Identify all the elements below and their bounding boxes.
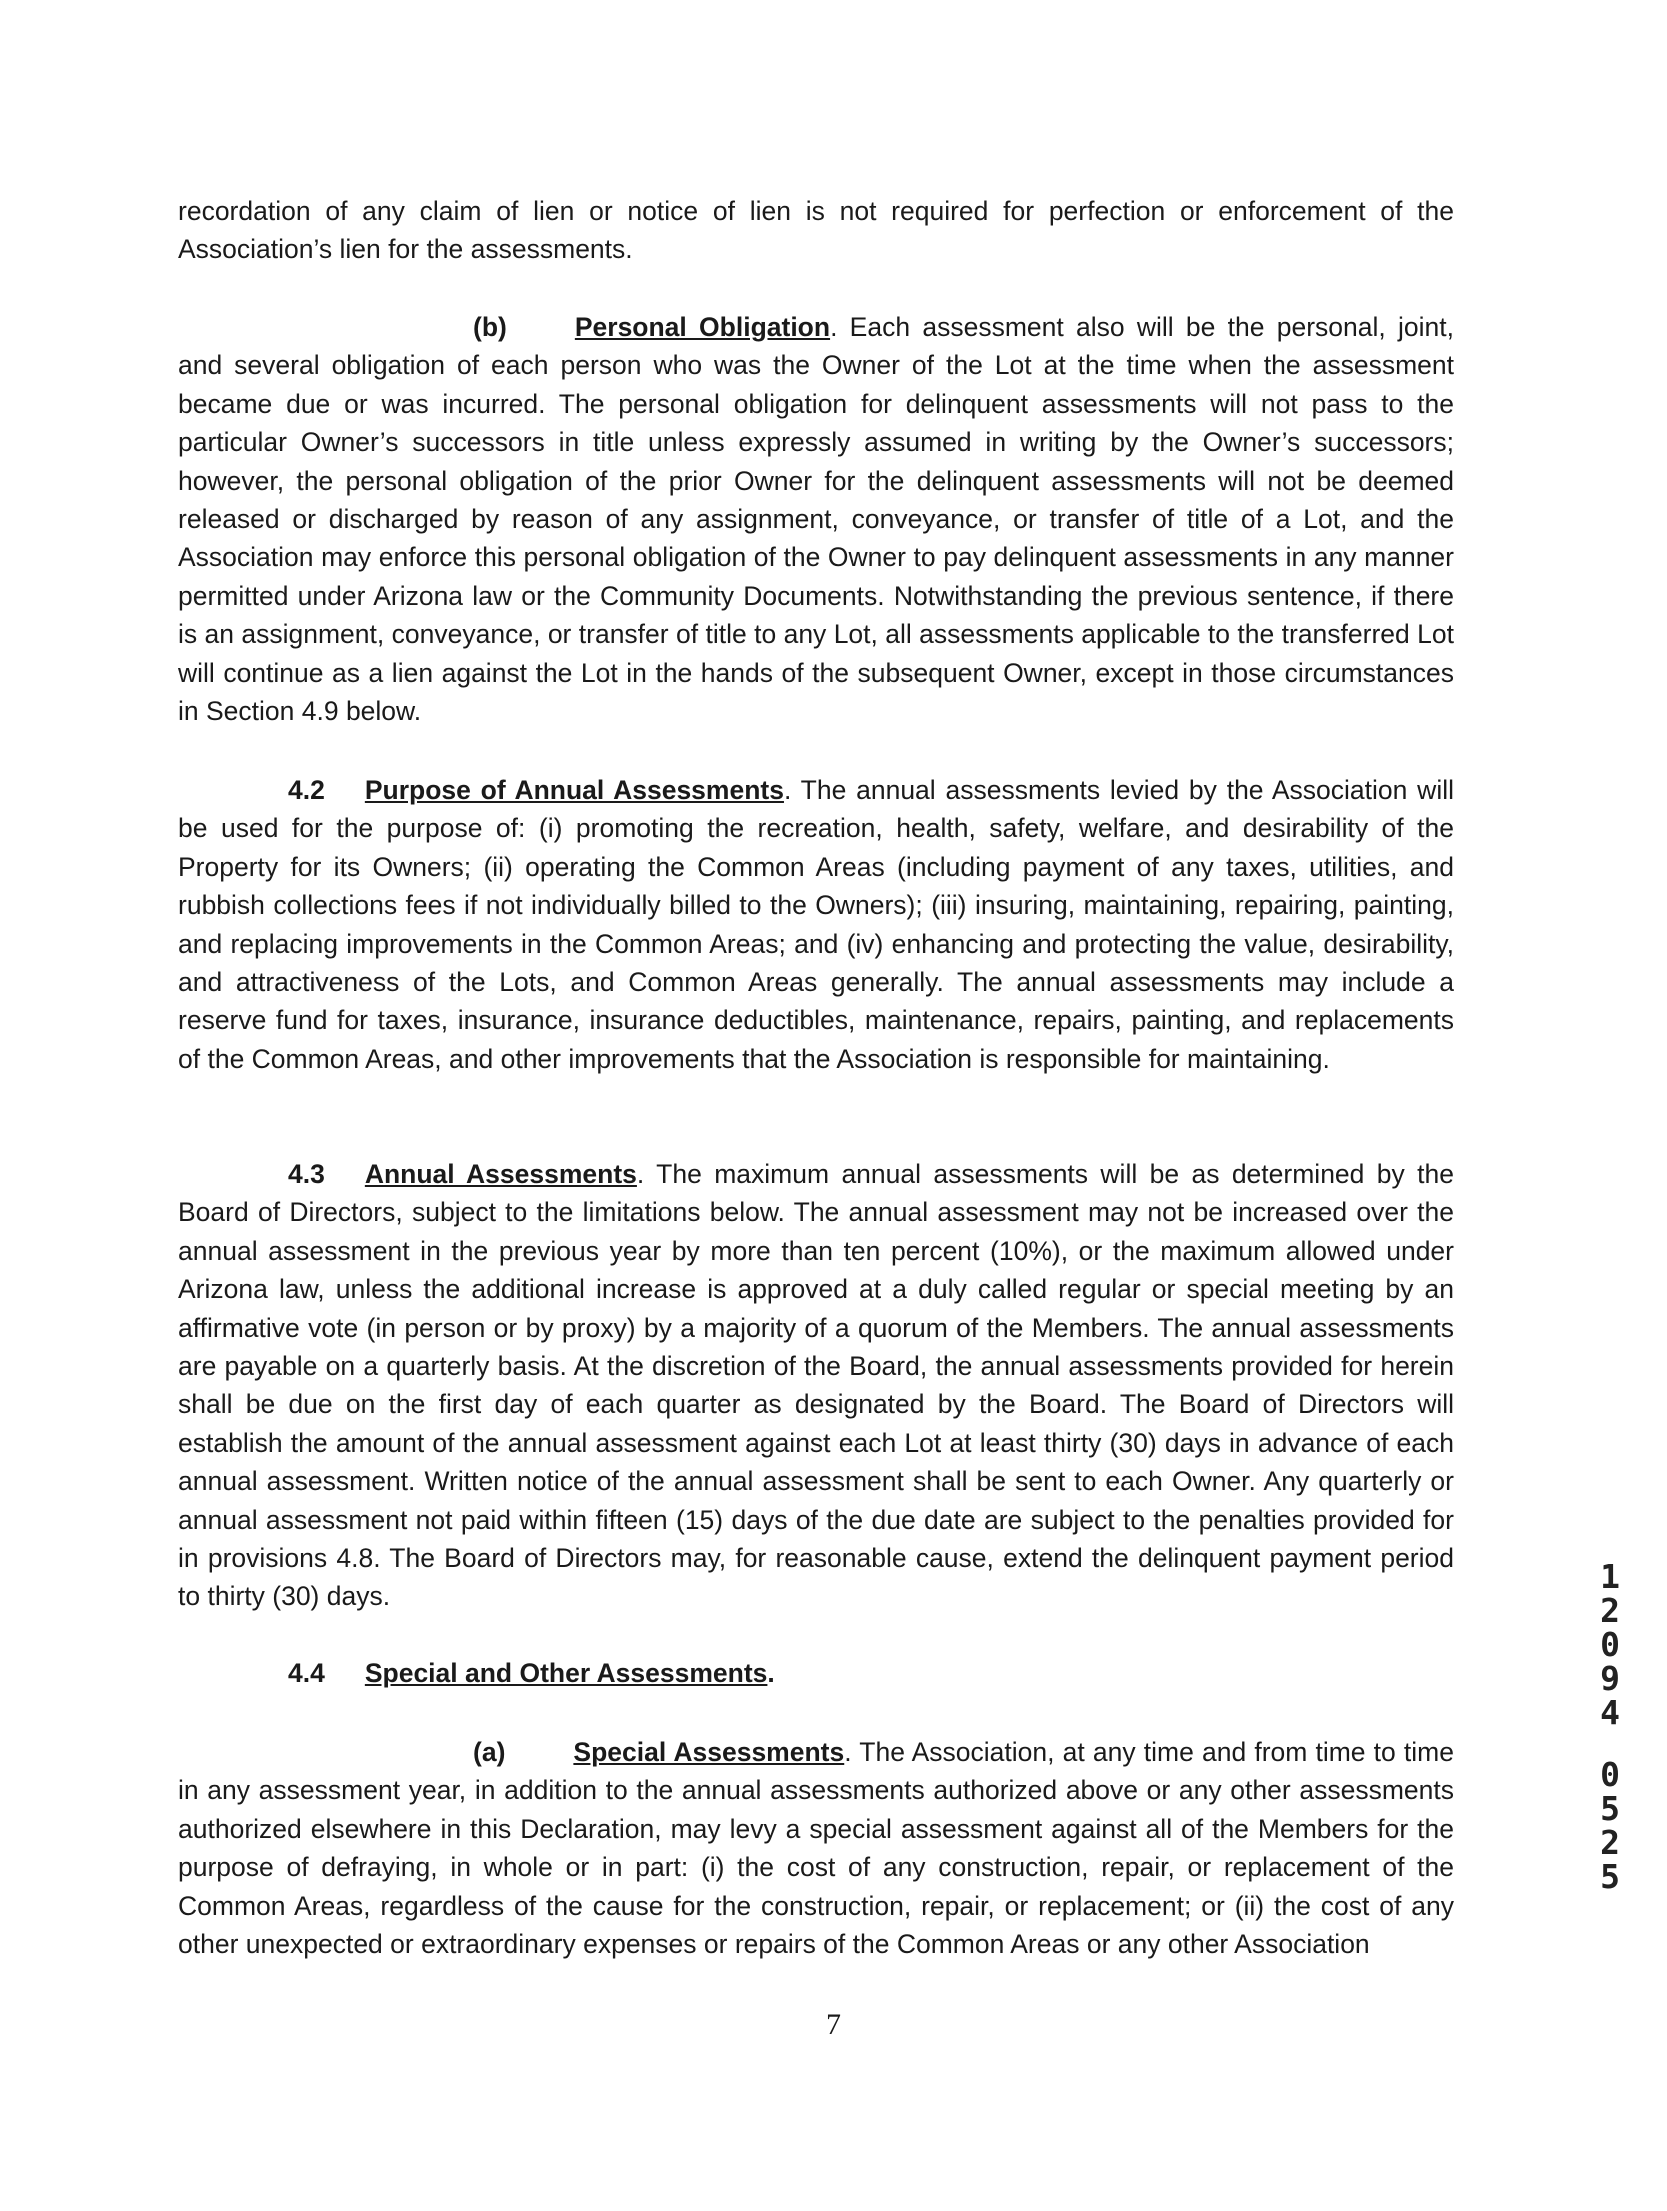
section-4-4-special-other xyxy=(178,1654,1454,1692)
paragraph-text: . The maximum annual assessments will be as determined by the Board of Directors, subject to the limitations below. The annual assessment may not be increased over the annual assessment in the previous year by more than ten percent (10%), or the maximum allowed under Arizona law, unless the additional increase is approved at a duly called regular or special meeting by an affirmative vote (in person or by proxy) by a majority of a quorum of the Members. The annual assessments are payable on a quarterly basis. At the discretion of the Board, the annual assessments provided for herein shall be due on the first day of each quarter as designated by the Board. The Board of Directors will establish the amount of the annual assessment against each Lot at least thirty (30) days in advance of each annual assessment. Written notice of the annual assessment shall be sent to each Owner. Any quarterly or annual assessment not paid within fifteen (15) days of the due date are subject to the penalties provided for in provisions 4.8. The Board of Directors may, for reasonable cause, extend the delinquent payment period to thirty (30) days. xyxy=(178,1159,1454,1612)
stamp-digit: 4 xyxy=(1600,1693,1620,1732)
stamp-digit: 5 xyxy=(1600,1857,1620,1896)
paragraph-text: recordation of any claim of lien or notice of lien is not required for perfection or enforcement of the Association’s lien for the assessments. xyxy=(178,196,1454,265)
stamp-digit: 0 xyxy=(1600,1755,1620,1794)
stamp-digit: 2 xyxy=(1600,1823,1620,1862)
section-number: 4.3 xyxy=(288,1159,325,1189)
section-4-2-purpose xyxy=(178,771,1454,1078)
section-heading: Annual Assessments xyxy=(364,1159,637,1189)
subsection-label: (b) xyxy=(473,312,507,342)
paragraph-text: . Each assessment also will be the personal, joint, and several obligation of each person who was the Owner of the Lot at the time when the assessment became due or was incurred. The personal obligation for delinquent assessments will not pass to the particular Owner’s successors in title unless expressly assumed in writing by the Owner’s successors; however, the personal obligation of the prior Owner for the delinquent assessments will not be deemed released or discharged by reason of any assignment, conveyance, or transfer of title of a Lot, and the Association may enforce this personal obligation of the Owner to pay delinquent assessments in any manner permitted under Arizona law or the Community Documents. Notwithstanding the previous sentence, if there is an assignment, conveyance, or transfer of title to any Lot, all assessments applicable to the transferred Lot will continue as a lien against the Lot in the hands of the subsequent Owner, except in those circumstances in Section 4.9 below. xyxy=(178,312,1454,727)
section-number: 4.2 xyxy=(288,775,325,805)
subsection-label: (a) xyxy=(473,1737,506,1767)
paragraph-personal-obligation xyxy=(178,308,1454,730)
paragraph-lien-continuation xyxy=(178,192,1454,269)
section-heading: Special and Other Assessments xyxy=(364,1658,768,1688)
stamp-digit: 9 xyxy=(1600,1659,1620,1698)
stamp-digit: 2 xyxy=(1600,1591,1620,1630)
subsection-heading: Special Assessments xyxy=(573,1737,845,1767)
section-4-3-annual xyxy=(178,1155,1454,1616)
stamp-digit: 1 xyxy=(1600,1557,1620,1596)
paragraph-text: . The Association, at any time and from time to time in any assessment year, in addition to the annual assessments authorized above or any other assessments authorized elsewhere in this Declaration, may levy a special assessment against all of the Members for the purpose of defraying, in whole or in part: (i) the cost of any construction, repair, or replacement of the Common Areas, regardless of the cause for the construction, repair, or replacement; or (ii) the cost of any other unexpected or extraordinary expenses or repairs of the Common Areas or any other Association xyxy=(178,1737,1454,1960)
section-heading: Purpose of Annual Assessments xyxy=(364,775,784,805)
subsection-heading: Personal Obligation xyxy=(574,312,831,342)
section-number: 4.4 xyxy=(288,1658,325,1688)
page-number: 7 xyxy=(826,2008,841,2041)
stamp-digit: 0 xyxy=(1600,1625,1620,1664)
heading-period: . xyxy=(767,1658,775,1688)
paragraph-special-assessments xyxy=(178,1733,1454,1963)
paragraph-text: . The annual assessments levied by the Association will be used for the purpose of: (i) promoting the recreation, health, safety, welfare, and desirability of the Property for its Owners; (ii) operating the Common Areas (including payment of any taxes, utilities, and rubbish collections fees if not individually billed to the Owners); (iii) insuring, maintaining, repairing, painting, and replacing improvements in the Common Areas; and (iv) enhancing and protecting the value, desirability, and attractiveness of the Lots, and Common Areas generally. The annual assessments may include a reserve fund for taxes, insurance, insurance deductibles, maintenance, repairs, painting, and replacements of the Common Areas, and other improvements that the Association is responsible for maintaining. xyxy=(178,775,1454,1074)
recording-stamp xyxy=(1590,1557,1630,1896)
stamp-digit: 5 xyxy=(1600,1789,1620,1828)
